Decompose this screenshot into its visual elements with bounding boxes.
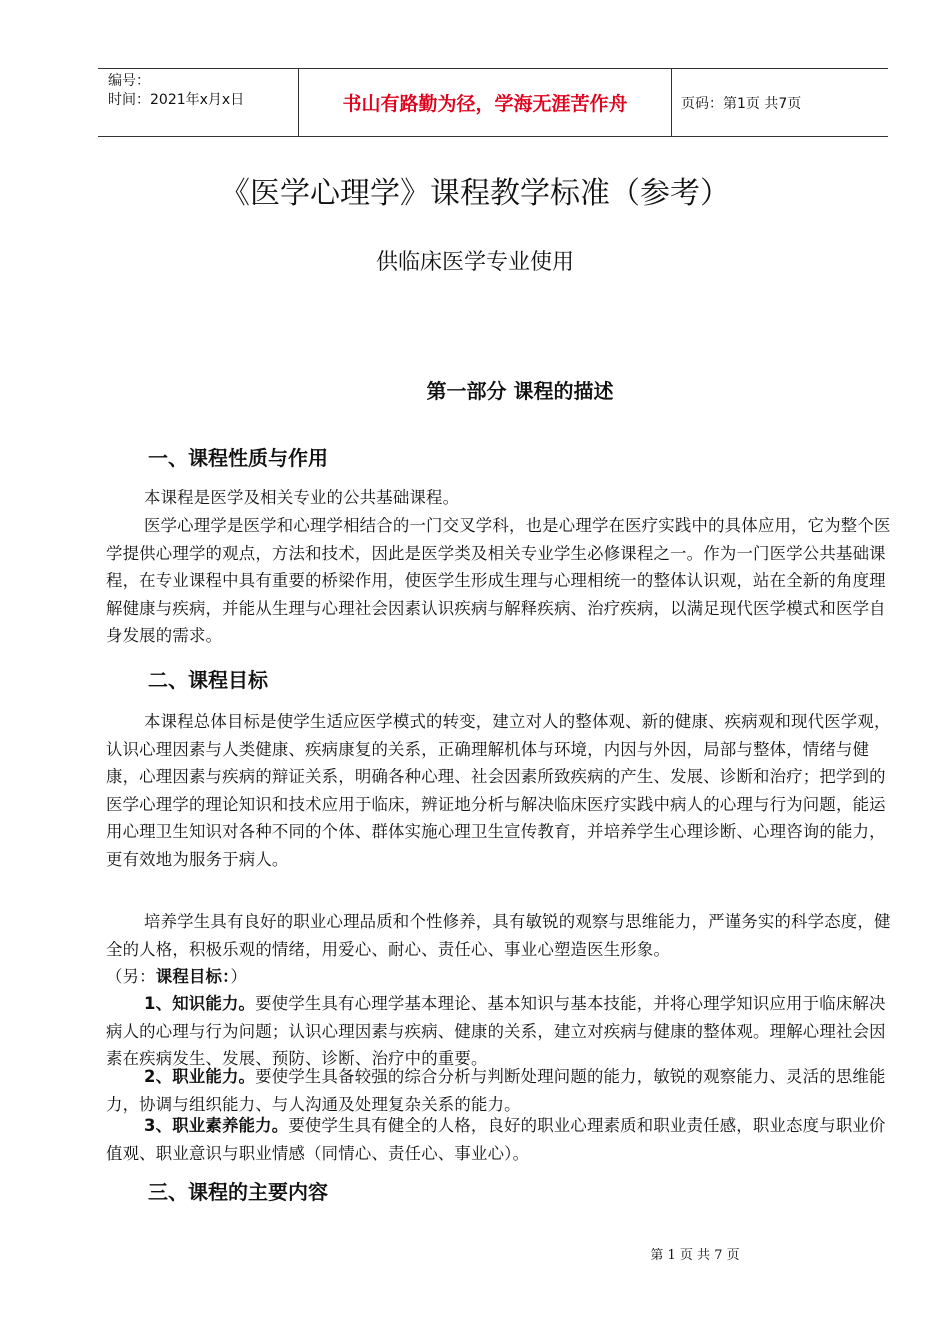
goal-text: 要使学生具有心理学基本理论、基本知识与基本技能，并将心理学知识应用于临床解决病人的心理与行为问题；认识心理因素与疾病、健康的关系，建立对疾病与健康的整体观。理解心理社会因素在疾病发生、发展、预防、诊断、治疗中的重要。 (106, 994, 886, 1069)
paragraph (106, 512, 896, 650)
goal-label: 3、职业素养能力。 (144, 1116, 289, 1135)
goal-item (106, 990, 896, 1073)
goal-text: 要使学生具有健全的人格，良好的职业心理素质和职业责任感，职业态度与职业价值观、职业意识与职业情感（同情心、责任心、事业心）。 (106, 1116, 886, 1163)
note-bold: 课程目标： (155, 967, 231, 987)
document-title: 《医学心理学》课程教学标准（参考） (220, 176, 730, 211)
paragraph-text: 本课程总体目标是使学生适应医学模式的转变，建立对人的整体观、新的健康、疾病观和现代医学观，认识心理因素与人类健康、疾病康复的关系，正确理解机体与环境，内因与外因，局部与整体，情绪与健康，心理因素与疾病的辩证关系，明确各种心理、社会因素所致疾病的产生、发展、诊断和治疗；把学到的医学心理学的理论知识和技术应用于临床，辨证地分析与解决临床医疗实践中病人的心理与行为问题，能运用心理卫生知识对各种不同的个体、群体实施心理卫生宣传教育，并培养学生心理诊断、心理咨询的能力，更有效地为服务于病人。 (106, 712, 891, 869)
header-meta (98, 69, 298, 139)
section-heading-1: 一、课程性质与作用 (148, 446, 328, 470)
document-time-label: 时间：2021年x月x日 (108, 92, 245, 108)
note-suffix: ） (230, 967, 248, 987)
paragraph-text: 培养学生具有良好的职业心理品质和个性修养，具有敏锐的观察与思维能力，严谨务实的科学态度，健全的人格，积极乐观的情绪，用爱心、耐心、责任心、事业心塑造医生形象。 (106, 912, 891, 959)
page-footer: 第 1 页 共 7 页 (650, 1248, 740, 1263)
note-prefix: （另： (106, 967, 156, 987)
section-heading-2: 二、课程目标 (148, 668, 268, 692)
goal-item (106, 1063, 896, 1118)
header-table (98, 68, 888, 137)
goal-label: 2、职业能力。 (144, 1067, 256, 1086)
section-heading-3: 三、课程的主要内容 (148, 1180, 328, 1204)
paragraph (106, 908, 896, 991)
goal-text: 要使学生具备较强的综合分析与判断处理问题的能力，敏锐的观察能力、灵活的思维能力，协调与组织能力、与人沟通及处理复杂关系的能力。 (106, 1067, 886, 1114)
header-motto: 书山有路勤为径，学海无涯苦作舟 (298, 69, 672, 136)
document-subtitle: 供临床医学专业使用 (375, 250, 574, 275)
header-page-info: 页码：第1页 共7页 (681, 95, 802, 112)
document-number-label: 编号： (108, 73, 150, 89)
part-heading: 第一部分 课程的描述 (426, 379, 614, 403)
goal-label: 1、知识能力。 (144, 994, 256, 1013)
paragraph-text: 医学心理学是医学和心理学相结合的一门交叉学科，也是心理学在医疗实践中的具体应用，它为整个医学提供心理学的观点，方法和技术，因此是医学类及相关专业学生必修课程之一。作为一门医学公共基础课程，在专业课程中具有重要的桥梁作用，使医学生形成生理与心理相统一的整体认识观，站在全新的角度理解健康与疾病，并能从生理与心理社会因素认识疾病与解释疾病、治疗疾病，以满足现代医学模式和医学自身发展的需求。 (106, 516, 891, 646)
paragraph (106, 708, 896, 874)
paragraph-text: 本课程是医学及相关专业的公共基础课程。 (144, 488, 460, 507)
goal-item (106, 1112, 896, 1167)
paragraph (106, 484, 896, 512)
